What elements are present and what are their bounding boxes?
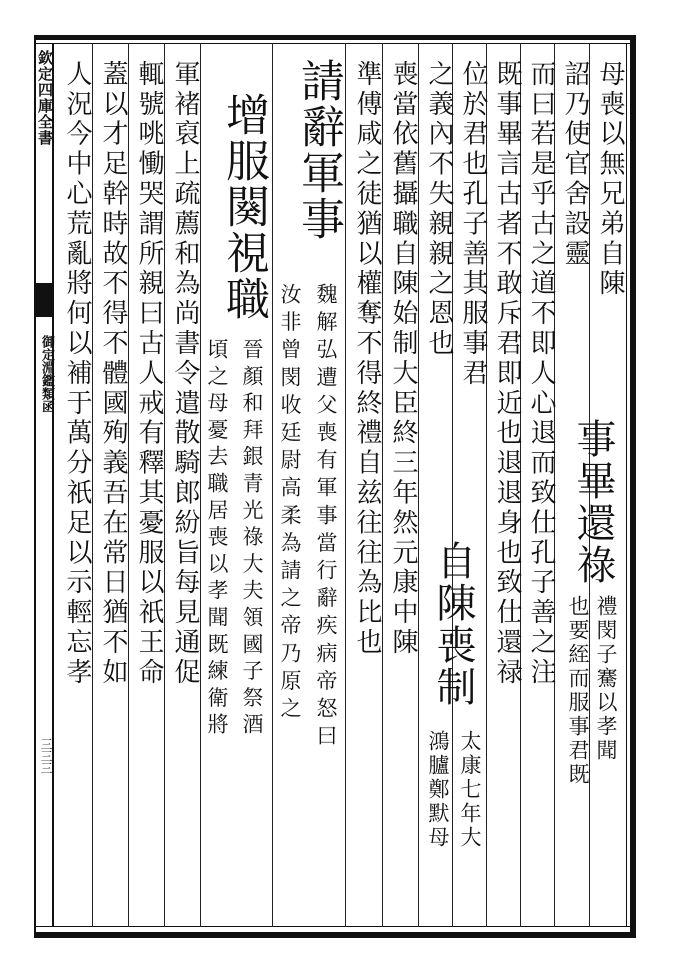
margin-subtitle: 御定淵鑑類函 [39, 335, 54, 413]
annotation-col10-b: 頃之母憂去職居喪以孝聞既練衛將 [205, 338, 229, 740]
annotation-col2-b: 也要絰而服事君既 [566, 595, 590, 787]
column-divider [272, 43, 273, 927]
section-heading-zeng-fu-que-shi-zhi: 增服闋視職 [218, 92, 269, 322]
text-column-14: 人況今中心荒亂將何以補于萬分祇足以示輕忘孝 [62, 60, 92, 688]
text-column-7: 喪當依舊攝職自陳始制大臣終三年然元康中陳 [388, 60, 418, 658]
margin-page-number: 三三三 [39, 738, 53, 774]
text-column-5: 位於君也孔子善其服事君 [458, 60, 488, 389]
frame-bottom-border [34, 932, 636, 938]
frame-top-border [34, 35, 636, 40]
frame-bottom-inner-border [34, 926, 636, 927]
text-column-6: 之義內不失親親之恩也 [424, 60, 454, 359]
text-column-8: 準傅咸之徒猶以權奪不得終禮自兹往往為比也 [352, 60, 382, 658]
annotation-col10-a: 晉顏和拜銀青光祿大夫領國子祭酒 [240, 338, 264, 740]
text-column-1: 母喪以無兄弟自陳 [595, 60, 625, 300]
margin-fishtail-block [35, 283, 52, 317]
section-heading-shi-bi-huan-lu: 事畢還祿 [570, 418, 616, 586]
frame-left-border [34, 35, 36, 938]
text-column-11: 軍褚裒上疏薦和為尚書令遣散騎郎紛旨每見通促 [170, 60, 200, 688]
text-column-4: 既事畢言古者不敢斥君即近也退退身也致仕還禄 [492, 60, 522, 688]
text-column-13: 蓋以才足幹時故不得不體國殉義吾在常日猶不如 [98, 60, 128, 688]
annotation-col9-b: 汝非曾閔收廷尉高柔為請之帝乃原之 [278, 283, 302, 725]
annotation-col6-b: 鴻臚鄭默母 [426, 730, 450, 850]
margin-book-title: 欽定四庫全書 [36, 50, 54, 146]
margin-divider [52, 43, 54, 927]
annotation-col2-a: 禮閔子騫以孝聞 [594, 595, 618, 763]
annotation-col9-a: 魏解弘遭父喪有軍事當行辭疾病帝怒曰 [314, 283, 338, 753]
section-heading-qing-ci-jun-shi: 請辭軍事 [293, 58, 344, 242]
text-column-12: 輒號咷慟哭謂所親曰古人戒有釋其憂服以祇王命 [134, 60, 164, 688]
annotation-col6-a: 太康七年大 [458, 730, 482, 850]
text-column-3: 而曰若是乎古之道不即人心退而致仕孔子善之注 [526, 60, 556, 688]
text-column-2: 詔乃使官舍設靈 [560, 60, 590, 270]
section-heading-zi-chen-sang-zhi: 自陳喪制 [430, 540, 476, 708]
frame-right-border [630, 35, 636, 938]
frame-top-inner-border [34, 43, 636, 44]
